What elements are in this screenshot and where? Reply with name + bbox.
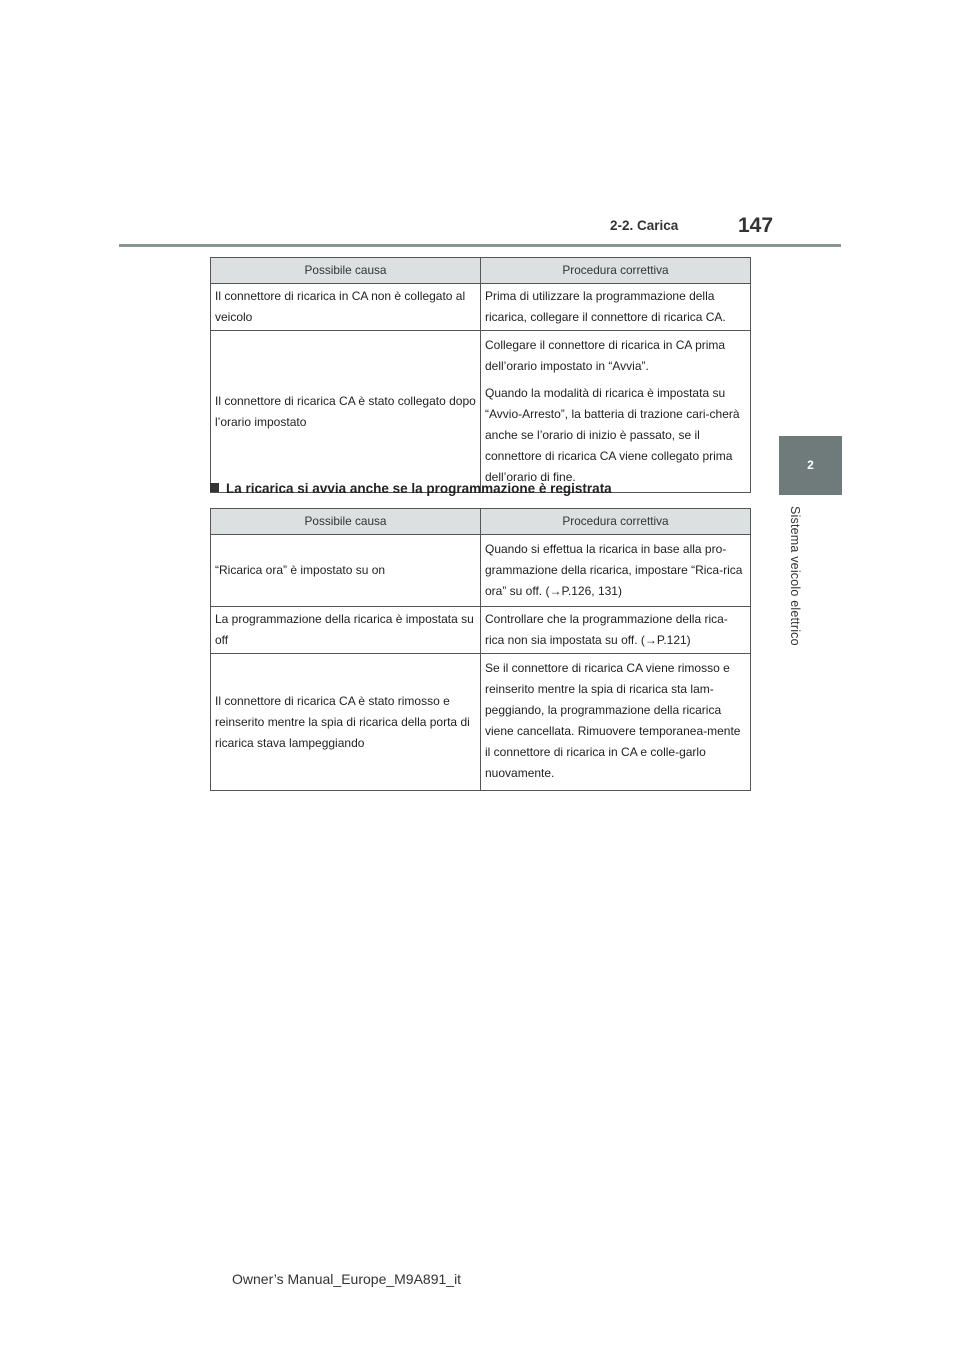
troubleshooting-table-1 xyxy=(210,257,751,493)
column-header-cause: Possibile causa xyxy=(211,509,481,535)
section-title: 2-2. Carica xyxy=(610,218,679,233)
cause-cell: La programmazione della ricarica è impostata su off xyxy=(211,607,481,654)
chapter-title-vertical: Sistema veicolo elettrico xyxy=(788,506,802,646)
fix-text: Quando si effettua la ricarica in base alla pro-grammazione della ricarica, impostare “Rica-rica ora” su off. (→P.126, 131) xyxy=(485,542,743,598)
fix-text: Se il connettore di ricarica CA viene rimosso e reinserito mentre la spia di ricarica sta lam-peggiando, la programmazione della ricarica viene cancellata. Rimuovere temporanea-mente il connettore di ricarica in CA e colle-garlo nuovamente. xyxy=(485,661,741,780)
fix-text: Prima di utilizzare la programmazione della ricarica, collegare il connettore di ricarica CA. xyxy=(485,289,726,324)
fix-cell xyxy=(481,331,751,493)
fix-text: Quando la modalità di ricarica è impostata su “Avvio-Arresto”, la batteria di trazione cari-cherà anche se l’orario di inizio è passato, se il connettore di ricarica CA viene collegato prima dell’orario di fine. xyxy=(485,386,740,484)
table-row xyxy=(211,331,751,493)
footer-manual-id: Owner’s Manual_Europe_M9A891_it xyxy=(232,1271,462,1287)
fix-cell xyxy=(481,284,751,331)
table-row xyxy=(211,654,751,791)
cause-cell: “Ricarica ora” è impostato su on xyxy=(211,535,481,607)
column-header-cause: Possibile causa xyxy=(211,258,481,284)
header-rule xyxy=(119,244,841,247)
cause-cell: Il connettore di ricarica CA è stato collegato dopo l’orario impostato xyxy=(211,331,481,493)
fix-cell xyxy=(481,654,751,791)
fix-text: Controllare che la programmazione della rica-rica non sia impostata su off. (→P.121) xyxy=(485,612,728,647)
table-row xyxy=(211,607,751,654)
page-number: 147 xyxy=(738,214,774,237)
column-header-fix: Procedura correttiva xyxy=(481,258,751,284)
section-heading xyxy=(210,481,612,496)
column-header-fix: Procedura correttiva xyxy=(481,509,751,535)
troubleshooting-table-2 xyxy=(210,508,751,791)
table-row xyxy=(211,284,751,331)
table-row xyxy=(211,535,751,607)
cause-cell: Il connettore di ricarica in CA non è collegato al veicolo xyxy=(211,284,481,331)
cause-cell: Il connettore di ricarica CA è stato rimosso e reinserito mentre la spia di ricarica della porta di ricarica stava lampeggiando xyxy=(211,654,481,791)
fix-cell xyxy=(481,535,751,607)
fix-cell xyxy=(481,607,751,654)
chapter-tab-number: 2 xyxy=(807,458,814,472)
section-heading-text: La ricarica si avvia anche se la programmazione è registrata xyxy=(226,481,612,496)
square-bullet-icon xyxy=(210,483,219,492)
fix-text: Collegare il connettore di ricarica in CA prima dell’orario impostato in “Avvia”. xyxy=(485,338,726,373)
